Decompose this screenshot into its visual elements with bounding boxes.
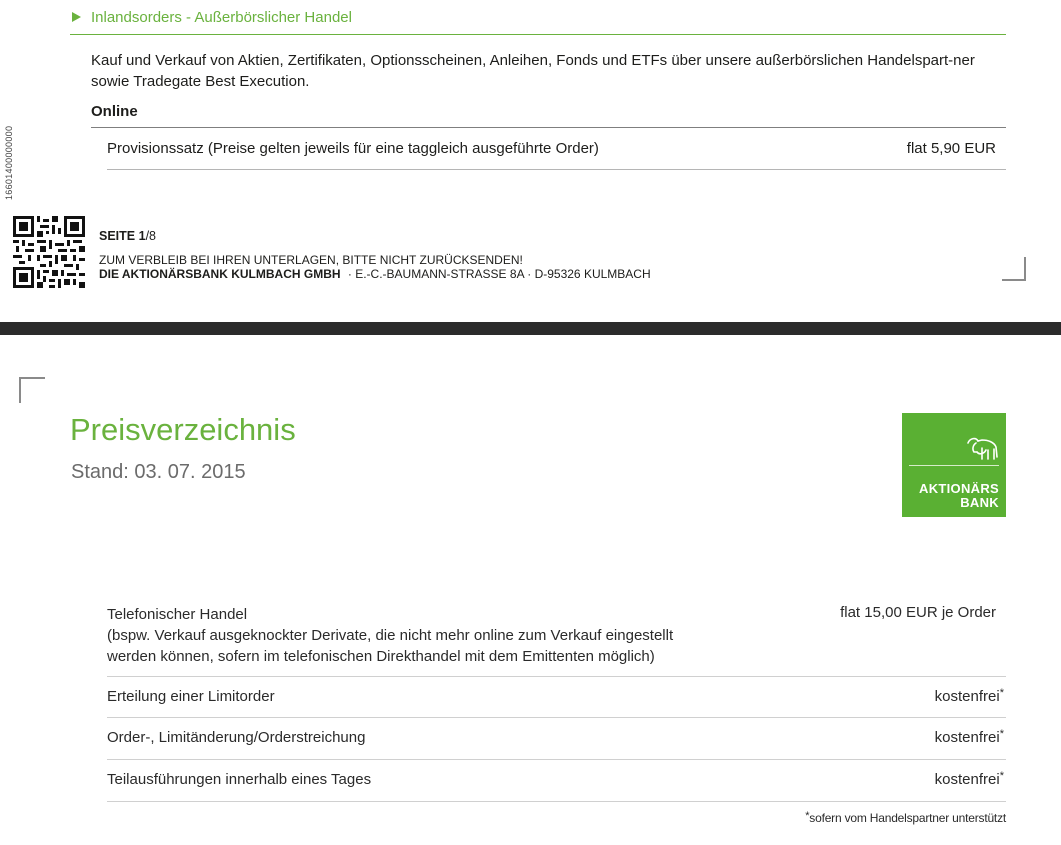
logo-text-line1: AKTIONÄRS [919,481,999,496]
table-row [107,129,1006,170]
table-row [107,718,1006,760]
bank-logo [902,413,1006,517]
crop-mark [1002,257,1026,281]
table-row [107,602,1006,677]
row-label: Order-, Limitänderung/Orderstreichung [107,729,366,746]
row-label: Telefonischer Handel (bspw. Verkauf ausgeknockter Derivate, die nicht mehr online zum Verkauf eingestellt werden können, sofern im telefonischen Direkthandel mit dem Emittenten möglich) [107,606,674,665]
page-footer [99,229,651,281]
logo-text-line2: BANK [960,495,999,510]
section-title: Inlandsorders - Außerbörslicher Handel [91,9,352,26]
page-number: SEITE 1/8 [99,229,156,243]
row-label: Teilausführungen innerhalb eines Tages [107,771,372,788]
document-number: 16601400000000 [4,125,14,200]
crop-mark [19,377,45,403]
table-row [107,760,1006,802]
row-value: kostenfrei* [934,770,1004,788]
footer-address: DIE AKTIONÄRSBANK KULMBACH GMBH · E.-C.-BAUMANN-STRASSE 8A · D-95326 KULMBACH [99,267,651,281]
qr-code-icon [13,216,85,288]
subsection-title: Online [91,103,1006,128]
table-row [107,677,1006,718]
row-value: kostenfrei* [934,728,1004,746]
logo-divider [909,465,999,466]
page-title: Preisverzeichnis [70,412,296,447]
page-divider [0,322,1061,335]
section-header[interactable] [70,8,1006,35]
row-label: Erteilung einer Limitorder [107,688,275,705]
footnote: *sofern vom Handelspartner unterstützt [805,810,1006,825]
document-date: Stand: 03. 07. 2015 [71,461,246,483]
row-value: flat 15,00 EUR je Order [840,604,996,621]
row-value: kostenfrei* [934,687,1004,705]
footer-notice: ZUM VERBLEIB BEI IHREN UNTERLAGEN, BITTE NICHT ZURÜCKSENDEN! [99,253,523,267]
bull-icon [964,435,1000,463]
row-label: Provisionssatz (Preise gelten jeweils für eine taggleich ausgeführte Order) [107,140,599,157]
row-value: flat 5,90 EUR [906,140,996,157]
expand-triangle-icon[interactable] [72,12,81,22]
section-description: Kauf und Verkauf von Aktien, Zertifikaten, Optionsscheinen, Anleihen, Fonds und ETFs über unsere außerbörslichen Handelspart-ner sowie Tradegate Best Execution. [91,52,975,90]
